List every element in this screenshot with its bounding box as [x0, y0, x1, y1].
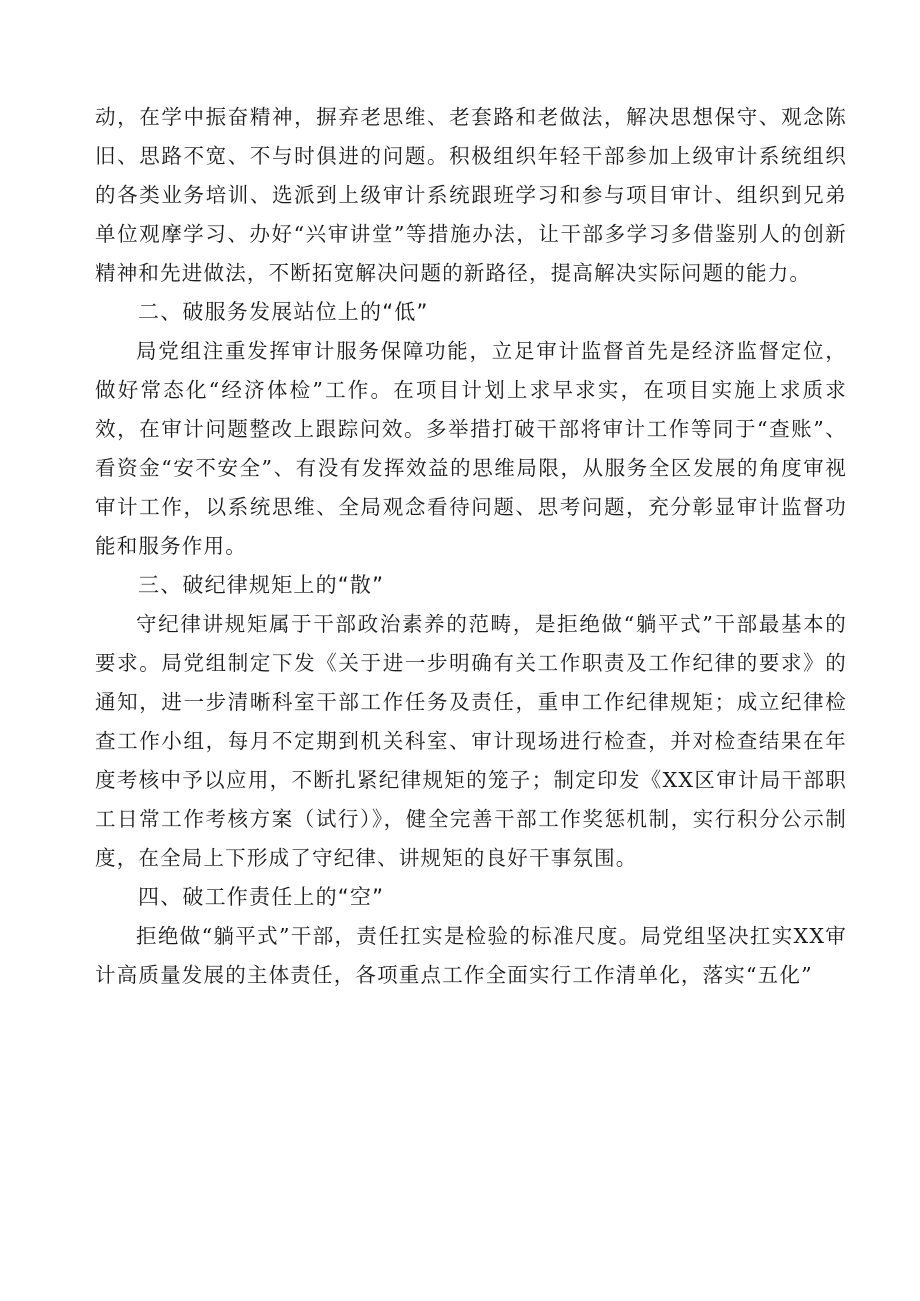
paragraph-section-4: 拒绝做“躺平式”干部，责任扛实是检验的标准尺度。局党组坚决扛实XX审计高质量发展的主体责任，各项重点工作全面实行工作清单化，落实“五化”: [95, 924, 847, 987]
paragraph-section-3: 守纪律讲规矩属于干部政治素养的范畴，是拒绝做“躺平式”干部最基本的要求。局党组制定下发《关于进一步明确有关工作职责及工作纪律的要求》的通知，进一步清晰科室干部工作任务及责任，重申工作纪律规矩；成立纪律检查工作小组，每月不定期到机关科室、审计现场进行检查，并对检查结果在年度考核中予以应用，不断扎紧纪律规矩的笼子；制定印发《XX区审计局干部职工日常工作考核方案（试行）》，健全完善干部工作奖惩机制，实行积分公示制度，在全局上下形成了守纪律、讲规矩的良好干事氛围。: [95, 612, 847, 870]
section-heading-3: 三、破纪律规矩上的“散”: [138, 573, 385, 597]
paragraph-continuation: 动，在学中振奋精神，摒弃老思维、老套路和老做法，解决思想保守、观念陈旧、思路不宽、不与时俱进的问题。积极组织年轻干部参加上级审计系统组织的各类业务培训、选派到上级审计系统跟班学习和参与项目审计、组织到兄弟单位观摩学习、办好“兴审讲堂”等措施办法，让干部多学习多借鉴别人的创新精神和先进做法，不断拓宽解决问题的新路径，提高解决实际问题的能力。: [95, 105, 847, 285]
section-heading-4: 四、破工作责任上的“空”: [138, 885, 385, 909]
section-heading-2: 二、破服务发展站位上的“低”: [138, 300, 429, 324]
document-page: [95, 98, 847, 995]
paragraph-section-2: 局党组注重发挥审计服务保障功能，立足审计监督首先是经济监督定位，做好常态化“经济体检”工作。在项目计划上求早求实，在项目实施上求质求效，在审计问题整改上跟踪问效。多举措打破干部将审计工作等同于“查账”、看资金“安不安全”、有没有发挥效益的思维局限，从服务全区发展的角度审视审计工作，以系统思维、全局观念看待问题、思考问题，充分彰显审计监督功能和服务作用。: [95, 339, 847, 558]
